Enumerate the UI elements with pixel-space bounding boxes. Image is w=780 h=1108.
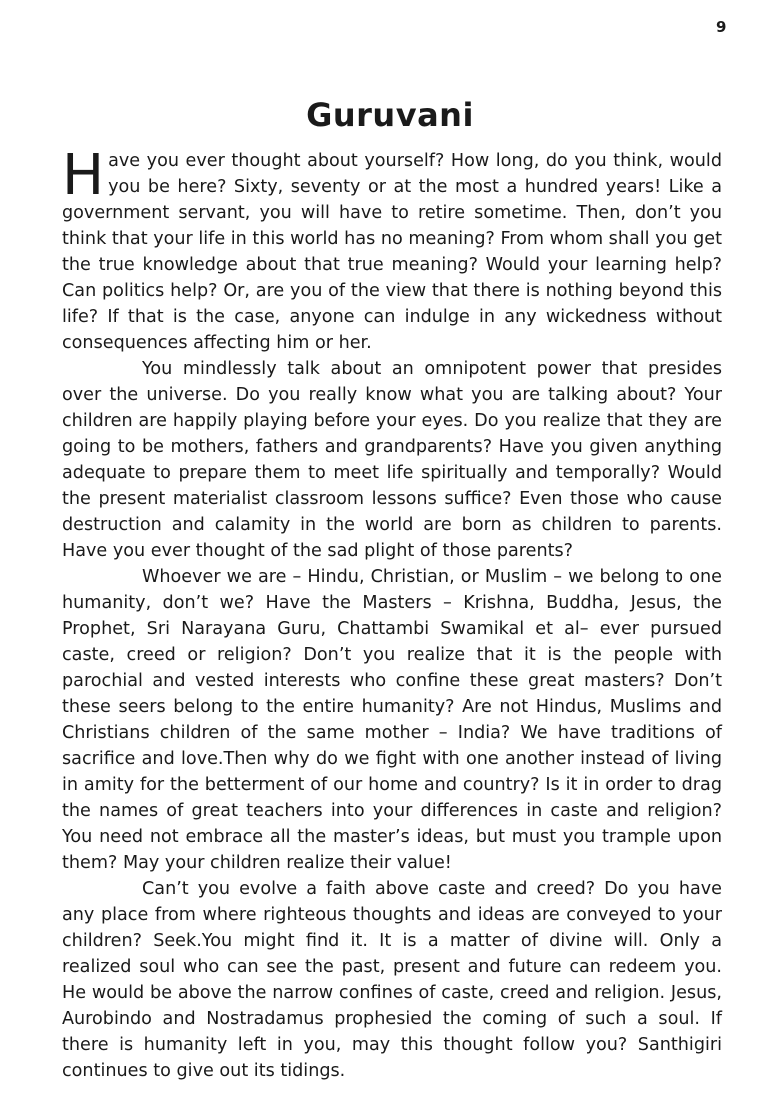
- paragraph-1: [62, 143, 722, 356]
- paragraph-3: Whoever we are – Hindu, Christian, or Muslim – we belong to one humanity, don’t we? Have the Masters – Krishna, Buddha, Jesus, the Prophet, Sri Narayana Guru, Chattambi Swamikal et al– ever pursued caste, creed or religion? Don’t you realize that it is the people with parochial and vested interests who confine these great masters? Don’t these seers belong to the entire humanity? Are not Hindus, Muslims and Christians children of the same mother – India? We have traditions of sacrifice and love.Then why do we fight with one another instead of living in amity for the betterment of our home and country? Is it in order to drag the names of great teachers into your differences in caste and religion? You need not embrace all the master’s ideas, but must you trample upon them? May your children realize their value!: [62, 567, 722, 873]
- drop-cap: H: [62, 143, 105, 208]
- paragraph-4: Can’t you evolve a faith above caste and creed? Do you have any place from where righteous thoughts and ideas are conveyed to your children? Seek.You might find it. It is a matter of divine will. Only a realized soul who can see the past, present and future can redeem you. He would be above the narrow confines of caste, creed and religion. Jesus, Aurobindo and Nostradamus prophesied the coming of such a soul. If there is humanity left in you, may this thought follow you? Santhigiri continues to give out its tidings.: [62, 879, 722, 1081]
- page-title: Guruvani: [306, 96, 474, 134]
- page-number: 9: [716, 18, 727, 36]
- article-body: [62, 143, 722, 1084]
- paragraph-1-text: ave you ever thought about yourself? How long, do you think, would you be here? Sixty, seventy or at the most a hundred years! Like a government servant, you will have to retire sometime. Then, don’t you think that your life in this world has no meaning? From whom shall you get the true knowledge about that true meaning? Would your learning help? Can politics help? Or, are you of the view that there is nothing beyond this life? If that is the case, anyone can indulge in any wickedness without consequences affecting him or her.: [62, 151, 722, 353]
- paragraph-2: You mindlessly talk about an omnipotent power that presides over the universe. Do you really know what you are talking about? Your children are happily playing before your eyes. Do you realize that they are going to be mothers, fathers and grandparents? Have you given anything adequate to prepare them to meet life spiritually and temporally? Would the present materialist classroom lessons suffice? Even those who cause destruction and calamity in the world are born as children to parents. Have you ever thought of the sad plight of those parents?: [62, 359, 722, 561]
